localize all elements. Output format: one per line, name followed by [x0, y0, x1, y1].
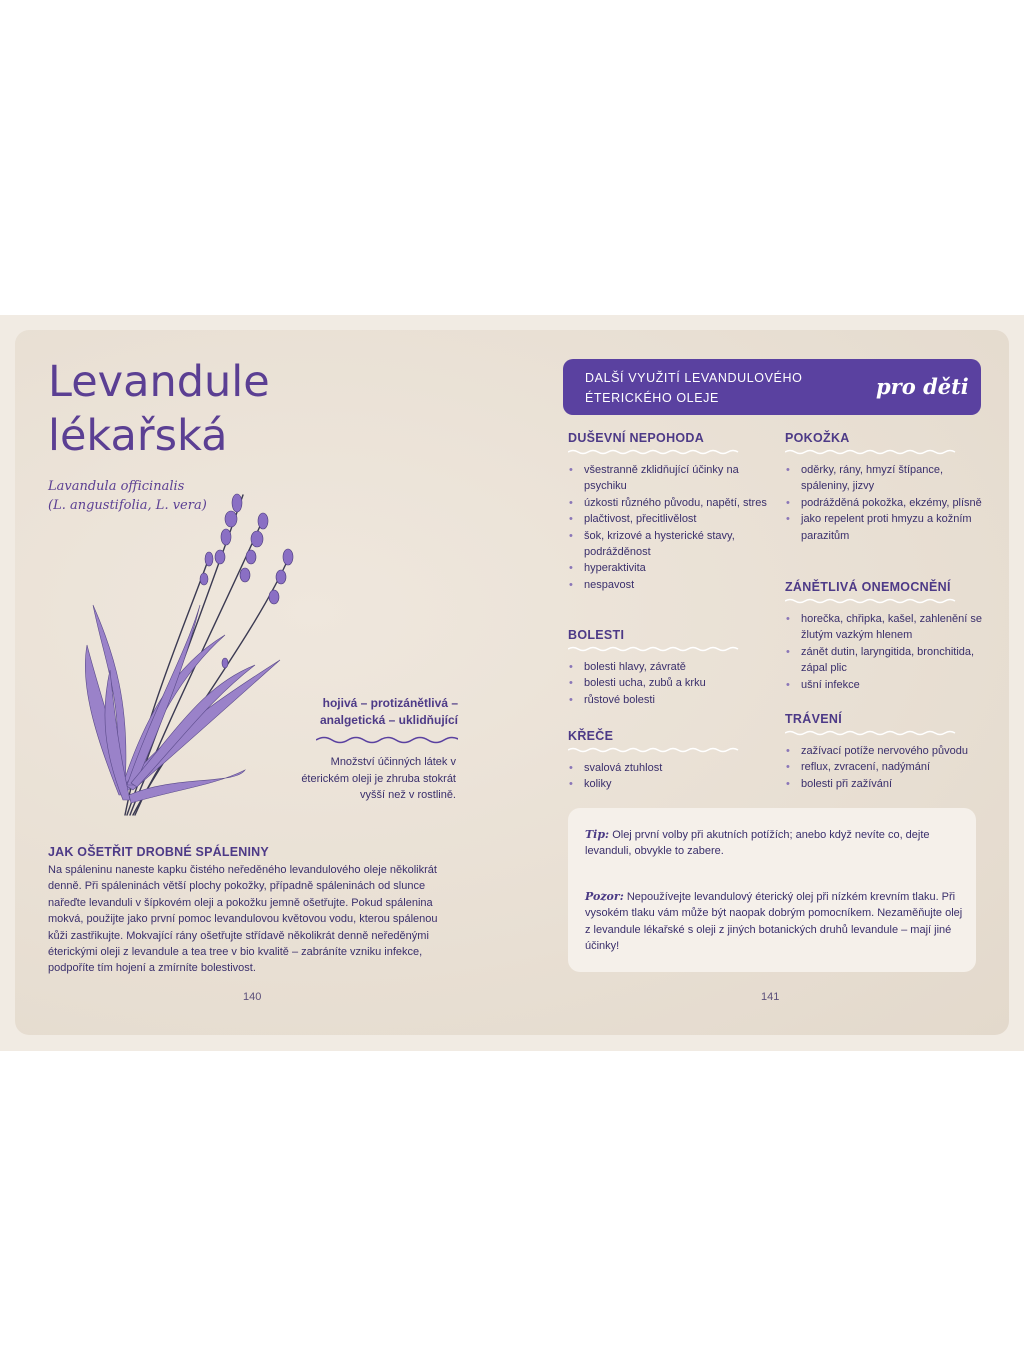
category-cramps	[568, 729, 768, 793]
list-item: • hyperaktivita	[568, 560, 768, 576]
latin-line-2: (L. angustifolia, L. vera)	[48, 498, 207, 513]
burn-text: Na spáleninu naneste kapku čistého neředěného levandulového oleje několikrát denně. Při spáleninách větší plochy pokožky, případně spáleninách od slunce nařeďte levanduli v šípkovém oleji a pokožku jemně ošetřujte. Pokud spálenina mokvá, použijte jako první pomoc levandulovou květovou vodu, kterou spálenou kůži zastřikujte. Mokvající rány ošetřujte střídavě několikrát denně neředěnými éterickými oleji z levandule a tea tree v bio kvalitě – zabráníte vzniku infekce, podpoříte tím hojení a zmírníte bolestivost.	[48, 864, 438, 975]
wave-divider	[316, 735, 458, 745]
properties-line-1: hojivá – protizánětlivá –	[322, 696, 458, 710]
latin-line-1: Lavandula officinalis	[48, 479, 185, 494]
list-item: • bolesti ucha, zubů a krku	[568, 675, 768, 691]
category-list	[785, 611, 985, 693]
list-item: • zánět dutin, laryngitida, bronchitida, zápal plic	[785, 644, 985, 677]
banner-line-1: DALŠÍ VYUŽITÍ LEVANDULOVÉHO	[585, 371, 803, 385]
properties	[300, 695, 458, 729]
title-line-1: Levandule	[48, 357, 270, 407]
tip-paragraph	[585, 827, 963, 860]
category-heading: TRÁVENÍ	[785, 712, 842, 726]
list-item: • svalová ztuhlost	[568, 760, 768, 776]
list-item: • ušní infekce	[785, 677, 985, 693]
category-underline	[785, 729, 960, 737]
page-number-right: 141	[761, 991, 780, 1003]
category-list	[785, 462, 985, 544]
banner-tag: pro děti	[876, 374, 969, 399]
tip-label: Tip:	[585, 828, 610, 841]
category-heading: KŘEČE	[568, 729, 614, 743]
list-item: • růstové bolesti	[568, 692, 768, 708]
warning-label: Pozor:	[585, 890, 624, 903]
list-item: • reflux, zvracení, nadýmání	[785, 759, 985, 775]
category-pain	[568, 628, 768, 708]
list-item: • bolesti při zažívání	[785, 776, 985, 792]
category-heading: BOLESTI	[568, 628, 625, 642]
list-item: • všestranně zklidňující účinky na psychiku	[568, 462, 768, 495]
title-line-2: lékařská	[48, 411, 228, 461]
category-underline	[568, 645, 743, 653]
banner-title	[585, 368, 802, 408]
category-underline	[785, 597, 960, 605]
category-list	[568, 462, 768, 593]
list-item: • jako repelent proti hmyzu a kožním parazitům	[785, 511, 985, 544]
category-skin	[785, 431, 985, 544]
burn-heading: JAK OŠETŘIT DROBNÉ SPÁLENINY	[48, 845, 269, 859]
list-item: • podrážděná pokožka, ekzémy, plísně	[785, 495, 985, 511]
category-underline	[785, 448, 960, 456]
list-item: • horečka, chřipka, kašel, zahlenění se žlutým vazkým hlenem	[785, 611, 985, 644]
warning-text: Nepoužívejte levandulový éterický olej při nízkém krevním tlaku. Při vysokém tlaku vám může být naopak dobrým pomocníkem. Nezaměňujte olej z levandule lékařské s oleji z jiných botanických druhů levandule – mají jiné účinky!	[585, 891, 963, 953]
category-underline	[568, 746, 743, 754]
list-item: • nespavost	[568, 577, 768, 593]
list-item: • úzkosti různého původu, napětí, stres	[568, 495, 768, 511]
banner-line-2: ÉTERICKÉHO OLEJE	[585, 391, 719, 405]
list-item: • šok, krizové a hysterické stavy, podrážděnost	[568, 528, 768, 561]
category-heading: ZÁNĚTLIVÁ ONEMOCNĚNÍ	[785, 580, 951, 594]
category-heading: DUŠEVNÍ NEPOHODA	[568, 431, 705, 445]
category-heading: POKOŽKA	[785, 431, 850, 445]
category-list	[785, 743, 985, 792]
category-inflammatory	[785, 580, 985, 693]
category-list	[568, 659, 768, 708]
list-item: • koliky	[568, 776, 768, 792]
category-underline	[568, 448, 743, 456]
list-item: • oděrky, rány, hmyzí štípance, spáleniny, jizvy	[785, 462, 985, 495]
lavender-illustration	[85, 485, 295, 830]
category-digestion	[785, 712, 985, 792]
property-note: Množství účinných látek v éterickém oleji je zhruba stokrát vyšší než v rostlině.	[301, 756, 456, 801]
category-mental	[568, 431, 768, 593]
page-title	[48, 355, 270, 463]
properties-line-2: analgetická – uklidňující	[319, 713, 458, 727]
warning-paragraph	[585, 889, 963, 955]
tip-text: Olej první volby při akutních potížích; anebo když nevíte co, dejte levanduli, obvykle to zabere.	[585, 829, 930, 858]
list-item: • zažívací potíže nervového původu	[785, 743, 985, 759]
list-item: • bolesti hlavy, závratě	[568, 659, 768, 675]
page-number-left: 140	[243, 991, 262, 1003]
list-item: • plačtivost, přecitlivělost	[568, 511, 768, 527]
category-list	[568, 760, 768, 793]
